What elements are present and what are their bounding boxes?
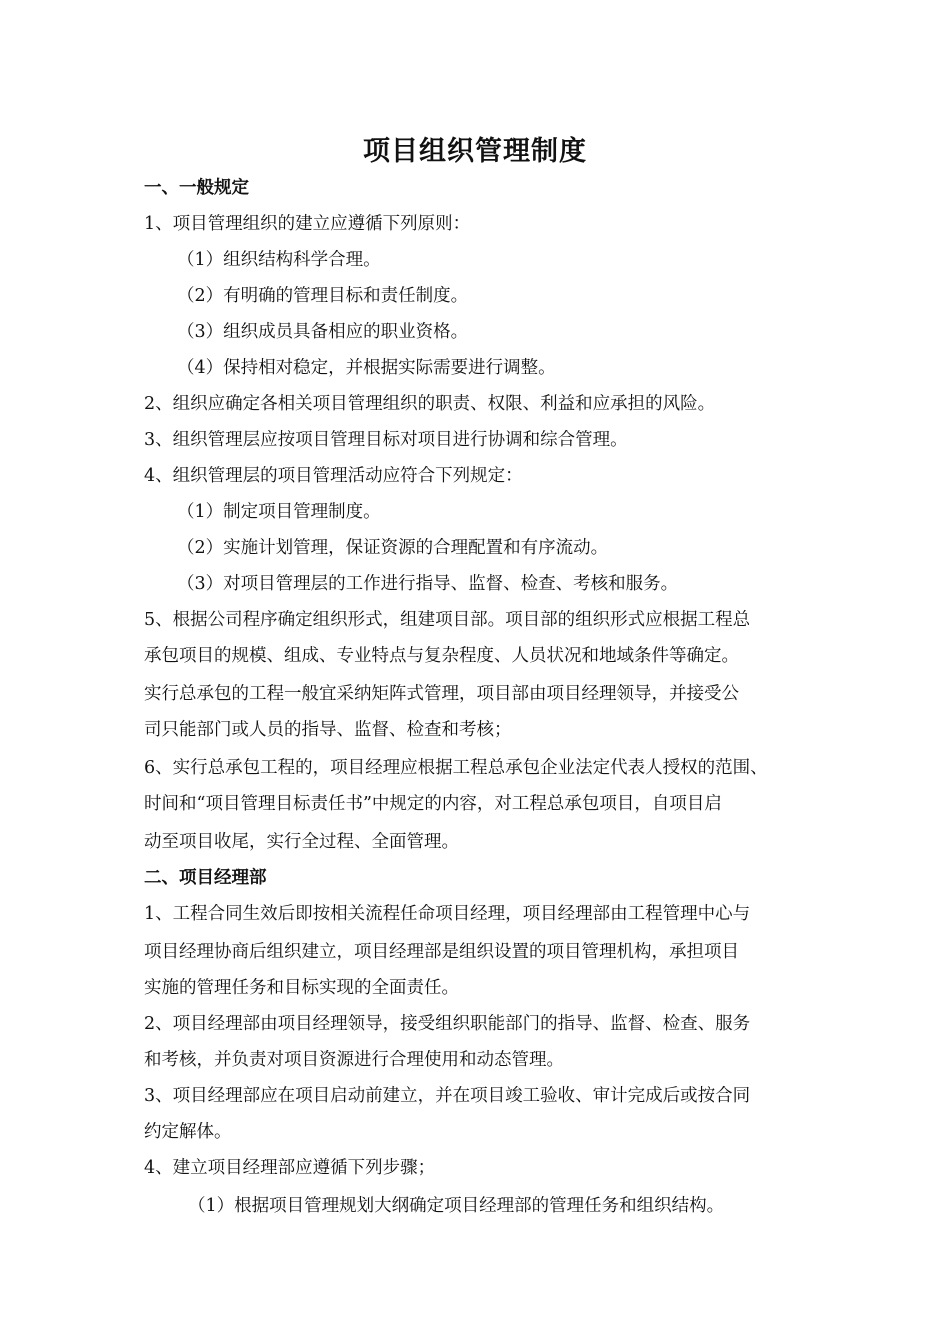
paragraph-line: 4、建立项目经理部应遵循下列步骤；: [144, 1158, 436, 1178]
paragraph-line: 2、项目经理部由项目经理领导，接受组织职能部门的指导、监督、检查、服务: [144, 1014, 751, 1034]
paragraph-line: 约定解体。: [144, 1122, 232, 1142]
section-heading: 一、一般规定: [144, 178, 249, 198]
paragraph-line: 时间和“项目管理目标责任书”中规定的内容，对工程总承包项目，自项目启: [144, 794, 722, 814]
document-title: 项目组织管理制度: [363, 136, 587, 167]
paragraph-line: 司只能部门或人员的指导、监督、检查和考核；: [144, 720, 512, 740]
list-item: （1）根据项目管理规划大纲确定项目经理部的管理任务和组织结构。: [188, 1196, 725, 1216]
list-item: （2）有明确的管理目标和责任制度。: [177, 286, 469, 306]
paragraph-line: 5、根据公司程序确定组织形式，组建项目部。项目部的组织形式应根据工程总: [144, 610, 751, 630]
list-item: （1）制定项目管理制度。: [177, 502, 381, 522]
paragraph-line: 承包项目的规模、组成、专业特点与复杂程度、人员状况和地域条件等确定。: [144, 646, 739, 666]
paragraph-line: 2、组织应确定各相关项目管理组织的职责、权限、利益和应承担的风险。: [144, 394, 716, 414]
paragraph-line: 3、组织管理层应按项目管理目标对项目进行协调和综合管理。: [144, 430, 628, 450]
paragraph-line: 3、项目经理部应在项目启动前建立，并在项目竣工验收、审计完成后或按合同: [144, 1086, 751, 1106]
list-item: （2）实施计划管理，保证资源的合理配置和有序流动。: [177, 538, 609, 558]
paragraph-line: 实施的管理任务和目标实现的全面责任。: [144, 978, 459, 998]
paragraph-line: 4、组织管理层的项目管理活动应符合下列规定：: [144, 466, 523, 486]
paragraph-line: 项目经理协商后组织建立，项目经理部是组织设置的项目管理机构，承担项目: [144, 942, 739, 962]
paragraph-line: 6、实行总承包工程的，项目经理应根据工程总承包企业法定代表人授权的范围、: [144, 758, 768, 778]
section-heading: 二、项目经理部: [144, 868, 267, 888]
list-item: （3）组织成员具备相应的职业资格。: [177, 322, 469, 342]
list-item: （3）对项目管理层的工作进行指导、监督、检查、考核和服务。: [177, 574, 679, 594]
paragraph-line: 实行总承包的工程一般宜采纳矩阵式管理，项目部由项目经理领导，并接受公: [144, 684, 739, 704]
paragraph-line: 1、工程合同生效后即按相关流程任命项目经理，项目经理部由工程管理中心与: [144, 904, 751, 924]
paragraph-line: 动至项目收尾，实行全过程、全面管理。: [144, 832, 459, 852]
paragraph-line: 和考核，并负责对项目资源进行合理使用和动态管理。: [144, 1050, 564, 1070]
paragraph-line: 1、项目管理组织的建立应遵循下列原则：: [144, 214, 471, 234]
list-item: （4）保持相对稳定，并根据实际需要进行调整。: [177, 358, 556, 378]
list-item: （1）组织结构科学合理。: [177, 250, 381, 270]
